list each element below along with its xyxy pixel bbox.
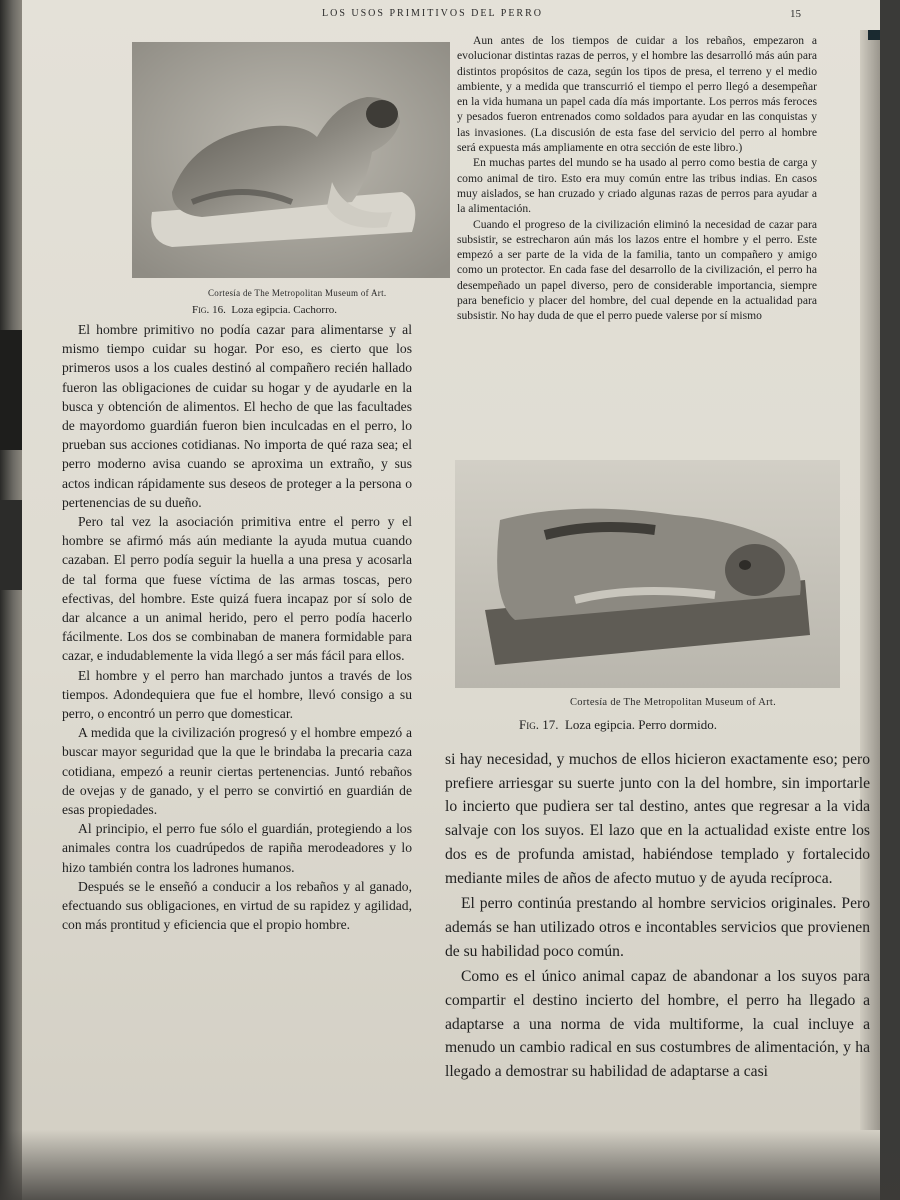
- figure-number: 17.: [542, 717, 559, 732]
- paragraph: Pero tal vez la asociación primitiva entre el perro y el hombre se afirmó más aún mediante la ayuda mutua cuando cazaban. El perro podía seguir la huella a una presa y acosarla de tal forma que fuese víctima de las armas toscas, pero efectivas, del hombre. Este quizá fuera incapaz por sí solo de dar alcance a un animal herido, pero el perro podía hacerlo fácilmente. Los dos se combinaban de manera formidable para cazar, e indudablemente la vida llegó a ser más fácil para ellos.: [62, 514, 412, 664]
- figure-16-credit: Cortesía de The Metropolitan Museum of Art.: [208, 288, 387, 298]
- left-column-text: [62, 320, 412, 935]
- paragraph: El hombre primitivo no podía cazar para alimentarse y al mismo tiempo cuidar su hogar. Por eso, es cierto que los primeros usos a los cuales destinó al compañero recién hallado fueron las obligaciones de cuidar su hogar y de ayudarle en la busca y obtención de alimentos. El hecho de que las facultades de mayordomo guardián fueron bien inculcadas en el perro, lo prueban sus acciones cotidianas. No importa de qué raza sea; el perro moderno avisa cuando se aproxima un extraño, y sus actos indican rápidamente sus deseos de proteger a la persona o pertenencias de su dueño.: [62, 322, 412, 510]
- paragraph: El perro continúa prestando al hombre servicios originales. Pero además se han utilizado otros e incontables servicios que provienen de su habilidad poco común.: [445, 895, 870, 960]
- figure-caption-text: Loza egipcia. Perro dormido.: [564, 717, 717, 732]
- figure-caption-text: Loza egipcia. Cachorro.: [231, 304, 337, 316]
- adjacent-page-photo: [0, 500, 22, 590]
- figure-number: 16.: [212, 304, 226, 316]
- paragraph: Cuando el progreso de la civilización eliminó la necesidad de cazar para subsistir, se estrecharon aún más los lazos entre el hombre y el perro. Este empezó a ser parte de la vida de la familia, tanto un compañero y amigo como un protector. En cada fase del desarrollo de la civilización, el perro ha desempeñado un papel diverso, pero de considerable importancia, siempre para beneficio y placer del hombre, del cual depende en la actualidad para subsistir. No hay duda de que el perro puede valerse por sí mismo: [457, 217, 817, 323]
- paragraph: El hombre y el perro han marchado juntos a través de los tiempos. Adondequiera que fue el hombre, llevó consigo a su perro, o encontró un perro que domesticar.: [62, 667, 412, 722]
- egyptian-sleeping-dog-figurine-image: [455, 460, 840, 688]
- figure-17-caption: [519, 717, 717, 733]
- figure-17-credit: Cortesía de The Metropolitan Museum of Art.: [570, 697, 777, 708]
- adjacent-page-edge: [0, 0, 22, 1200]
- paragraph: A medida que la civilización progresó y el hombre empezó a buscar mayor seguridad que la que le brindaba la precaria caza cotidiana, empezó a reunir ciertas pertenencias. Juntó rebaños de ovejas y de ganado, y el perro se convirtió en guardián de esas propiedades.: [62, 725, 412, 818]
- paragraph: si hay necesidad, y muchos de ellos hicieron exactamente eso; pero prefiere arriesgar su suerte junto con la del hombre, sin importarle lo incierto que pudiera ser tal destino, antes que regresar a la vida salvaje con los suyos. El lazo que en la actualidad existe entre los dos es de profunda amistad, habiéndose templado y fortalecido mediante miles de años de afecto mutuo y de ayuda recíproca.: [445, 751, 870, 887]
- figure-label: Fig.: [519, 717, 539, 732]
- page-bottom-shadow: [0, 1130, 900, 1200]
- adjacent-page-photo: [0, 330, 22, 450]
- book-cover-edge: [868, 30, 880, 40]
- paragraph: En muchas partes del mundo se ha usado al perro como bestia de carga y como animal de tiro. Esto era muy común entre las tribus indias. En casos muy aislados, se han cruzado y criado algunas razas de perros para ayudar a la alimentación.: [457, 156, 817, 216]
- right-column-top-text: [457, 33, 817, 324]
- paragraph: Después se le enseñó a conducir a los rebaños y al ganado, efectuando sus obligaciones, en virtud de su rapidez y agilidad, con más prontitud y eficiencia que el propio hombre.: [62, 878, 412, 933]
- running-head: LOS USOS PRIMITIVOS DEL PERRO: [322, 8, 543, 19]
- page-number: 15: [790, 8, 801, 20]
- paragraph: Aun antes de los tiempos de cuidar a los rebaños, empezaron a evolucionar distintas razas de perros, y el hombre las desarrolló más aún para distintos propósitos de caza, según los tipos de presa, el terreno y el medio ambiente, y a medida que transcurrió el tiempo el perro llegó a desempeñar en la vida humana un papel cada día más importante. Los perros más feroces y pesados fueron entrenados como soldados para ayudar en las conquistas y las invasiones. (La discusión de esta fase del servicio del perro al hombre será expuesta más ampliamente en otra sección de este libro.): [457, 34, 817, 155]
- right-column-bottom-text: [445, 748, 870, 1086]
- figure-17-photo: [455, 460, 840, 688]
- paragraph: Como es el único animal capaz de abandonar a los suyos para compartir el destino incierto del hombre, el perro ha llegado a adaptarse a una norma de vida multiforme, la cual incluye a menudo un cambio radical en sus costumbres de alimentación, y ha llegado a demostrar su habilidad de adaptarse a casi: [445, 968, 870, 1081]
- egyptian-puppy-figurine-image: [132, 42, 450, 278]
- figure-16-photo: [132, 42, 450, 278]
- figure-16-caption: [192, 304, 337, 316]
- book-page: [22, 0, 880, 1200]
- figure-label: Fig.: [192, 304, 210, 316]
- paragraph: Al principio, el perro fue sólo el guardián, protegiendo a los animales contra los cuadrúpedos de rapiña merodeadores y lo hizo también contra los ladrones humanos.: [62, 821, 412, 875]
